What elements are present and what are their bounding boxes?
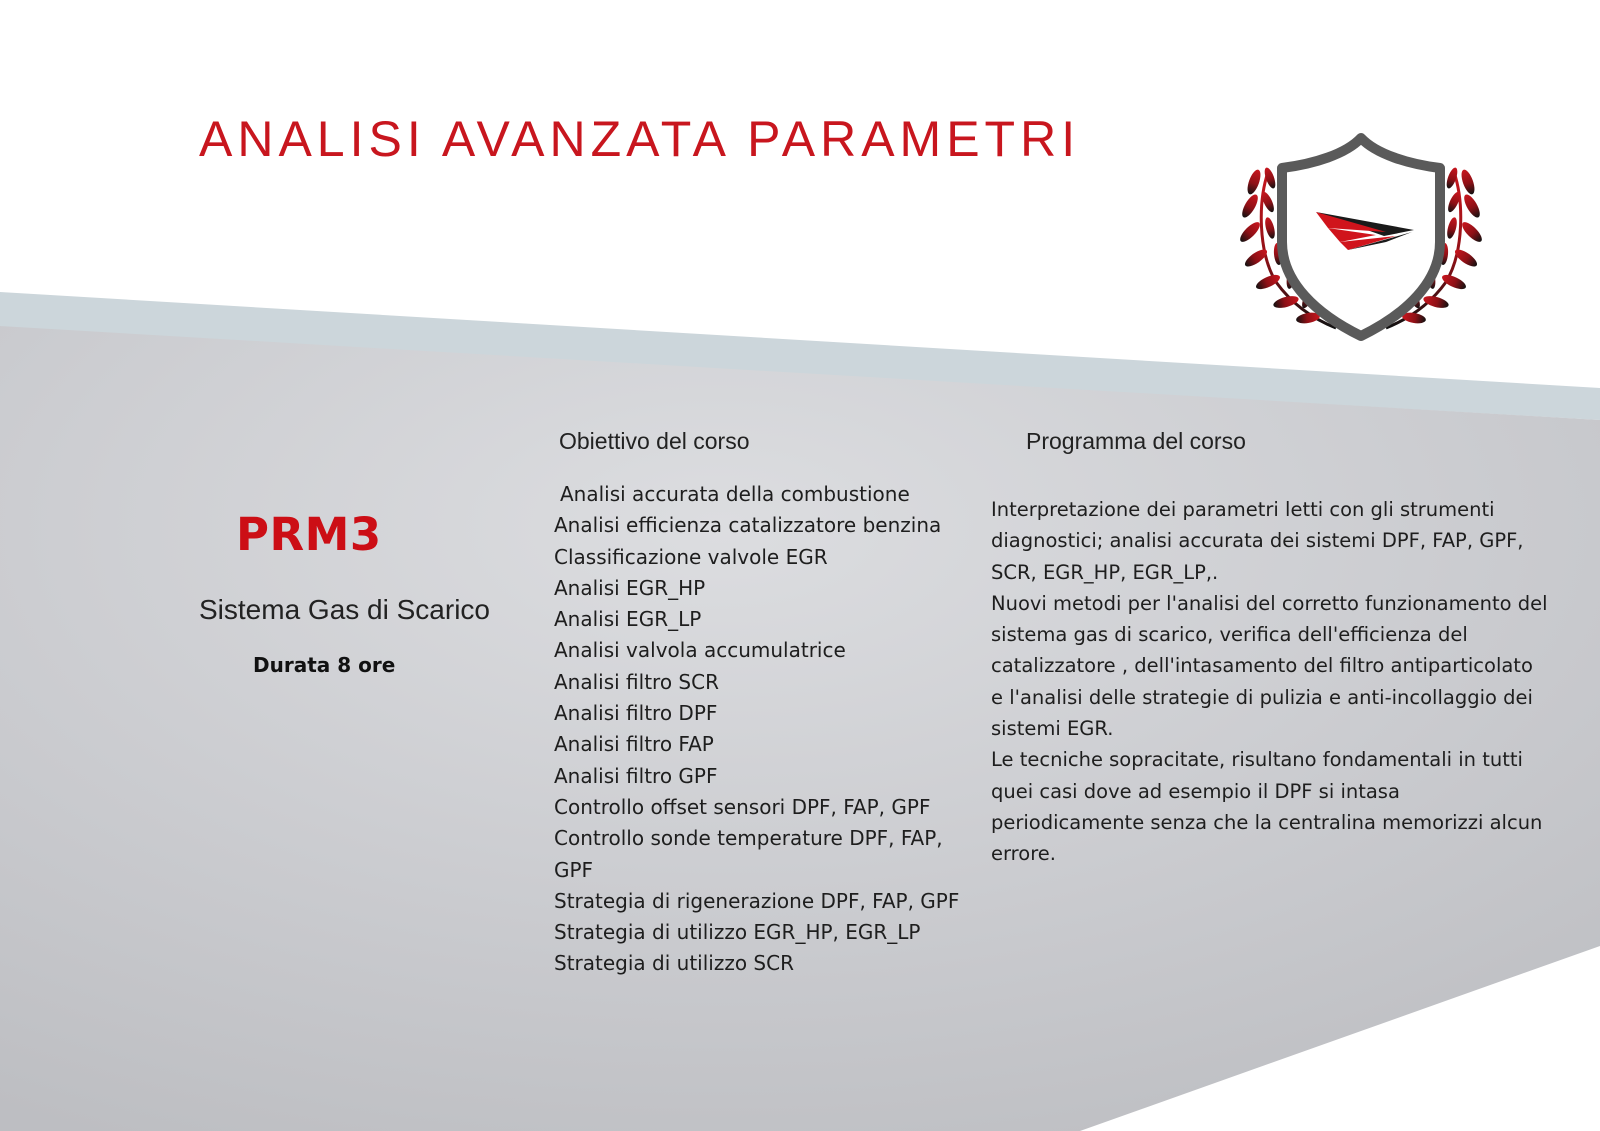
objective-heading: Obiettivo del corso [559,428,750,454]
list-item: Analisi efficienza catalizzatore benzina [554,513,942,538]
program-heading: Programma del corso [1026,428,1246,454]
list-item: Controllo offset sensori DPF, FAP, GPF [554,794,931,819]
list-item: Analisi filtro GPF [554,763,718,788]
course-code: PRM3 [236,508,382,561]
list-item: Classificazione valvole EGR [554,544,828,569]
list-item: Analisi EGR_LP [554,607,702,632]
list-item: Analisi filtro DPF [554,701,718,726]
course-duration: Durata 8 ore [253,653,396,677]
list-item: Analisi filtro FAP [554,732,714,757]
list-item: Analisi EGR_HP [554,575,706,600]
shield-laurel-logo-icon [1236,132,1486,344]
program-description [991,494,1551,870]
objective-list [554,479,974,980]
list-item: Controllo sonde temperature DPF, FAP, GPF [554,826,943,882]
list-item: Analisi filtro SCR [554,669,719,694]
list-item: Strategia di rigenerazione DPF, FAP, GPF [554,888,960,913]
program-paragraph: Le tecniche sopracitate, risultano fondamentali in tutti quei casi dove ad esempio il DPF si intasa periodicamente senza che la centralina memorizzi alcun errore. [991,748,1543,866]
list-item: Strategia di utilizzo SCR [554,951,794,976]
page-title: ANALISI AVANZATA PARAMETRI [199,111,1081,167]
list-item: Analisi accurata della combustione [560,482,910,506]
list-item: Analisi valvola accumulatrice [554,638,846,663]
list-item: Strategia di utilizzo EGR_HP, EGR_LP [554,920,921,945]
course-name: Sistema Gas di Scarico [199,594,490,625]
program-paragraph: Interpretazione dei parametri letti con gli strumenti diagnostici; analisi accurata dei sistemi DPF, FAP, GPF, SCR, EGR_HP, EGR_LP,. [991,498,1524,584]
program-paragraph: Nuovi metodi per l'analisi del corretto funzionamento del sistema gas di scarico, verifica dell'efficienza del catalizzatore , dell'intasamento del filtro antiparticolato e l'analisi delle strategie di pulizia e anti-incollaggio dei sistemi EGR. [991,591,1548,741]
